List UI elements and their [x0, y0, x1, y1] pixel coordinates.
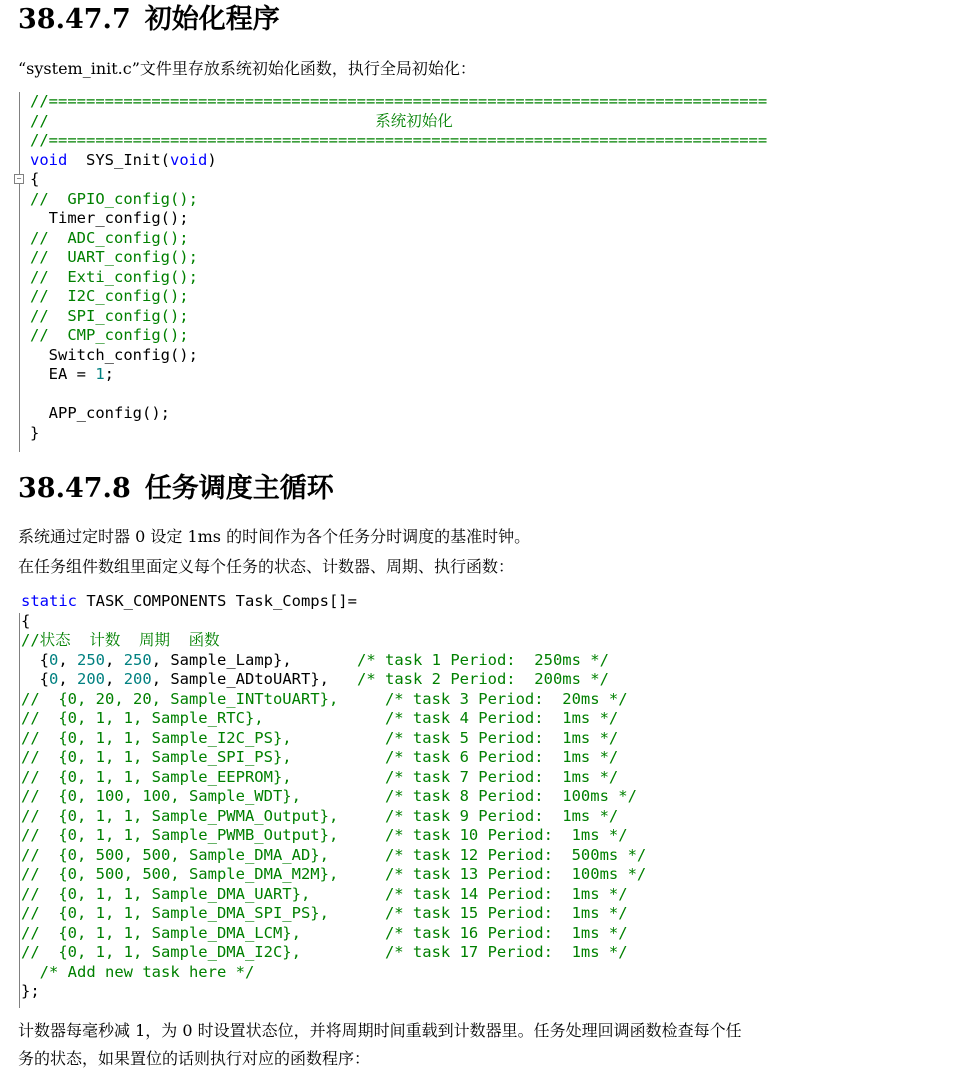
- code-line: [21, 768, 646, 788]
- fold-toggle-icon[interactable]: −: [14, 174, 24, 184]
- code-line: [21, 729, 646, 749]
- code-token: void: [169, 150, 208, 169]
- code-token: // {0, 20, 20, Sample_INTtoUART}, /* task 3 Period: 20ms */: [21, 689, 628, 708]
- code-token: }: [30, 423, 40, 442]
- code-line: [30, 268, 767, 288]
- section-heading-scheduler: [18, 473, 334, 505]
- code-token: // Exti_config();: [30, 267, 198, 286]
- code-token: ,: [58, 650, 78, 669]
- section-title: 任务调度主循环: [144, 473, 334, 504]
- section-number: 38.47.8: [18, 473, 131, 504]
- code-line: [21, 748, 646, 768]
- code-line: [21, 865, 646, 885]
- code-line: [30, 229, 767, 249]
- code-token: // UART_config();: [30, 248, 198, 266]
- code-line: [21, 904, 646, 924]
- code-token: //状态 计数 周期 函数: [21, 631, 220, 649]
- code-line: [21, 787, 646, 807]
- code-token: // {0, 1, 1, Sample_DMA_UART}, /* task 14 Period: 1ms */: [21, 884, 628, 903]
- section-number: 38.47.7: [18, 4, 131, 35]
- code-line: [30, 307, 767, 327]
- code-line: [21, 924, 646, 944]
- code-token: {: [21, 611, 31, 630]
- section-heading-init: [18, 4, 280, 36]
- code-fold-gutter: [19, 613, 20, 1008]
- code-token: // {0, 100, 100, Sample_WDT}, /* task 8 Period: 100ms */: [21, 787, 637, 805]
- code-line: [30, 287, 767, 307]
- code-token: // {0, 1, 1, Sample_EEPROM}, /* task 7 Period: 1ms */: [21, 767, 619, 786]
- code-token: 1: [95, 365, 105, 383]
- code-token: {: [21, 670, 49, 688]
- code-token: ): [207, 150, 217, 169]
- code-line: [21, 670, 646, 690]
- code-token: // ADC_config();: [30, 228, 189, 247]
- code-token: // {0, 1, 1, Sample_PWMA_Output}, /* task 9 Period: 1ms */: [21, 806, 619, 825]
- code-line: [30, 170, 767, 190]
- code-line: [30, 385, 767, 405]
- code-token: 250: [123, 650, 152, 669]
- code-fold-gutter: [19, 92, 20, 452]
- code-line: [21, 826, 646, 846]
- code-token: // {0, 1, 1, Sample_DMA_I2C}, /* task 17 Period: 1ms */: [21, 943, 628, 961]
- section-description: “system_init.c”文件里存放系统初始化函数，执行全局初始化：: [18, 59, 476, 78]
- code-token: // {0, 1, 1, Sample_PWMB_Output}, /* task 10 Period: 1ms */: [21, 826, 628, 844]
- code-token: /* task 2 Period: 200ms */: [357, 670, 609, 688]
- paragraph-callback: 务的状态，如果置位的话则执行对应的函数程序：: [18, 1049, 371, 1068]
- code-token: 200: [77, 670, 106, 688]
- code-token: /* task 1 Period: 250ms */: [357, 650, 609, 669]
- code-token: 0: [49, 650, 59, 669]
- code-line: [21, 631, 646, 651]
- code-token: {: [21, 650, 49, 669]
- code-token: /* Add new task here */: [39, 962, 255, 981]
- code-token: // 系统初始化: [30, 111, 453, 130]
- code-token: //=============================================================================: [30, 131, 768, 149]
- code-token: // {0, 1, 1, Sample_SPI_PS}, /* task 6 Period: 1ms */: [21, 748, 619, 766]
- code-line: [21, 651, 646, 671]
- paragraph-task-array: 在任务组件数组里面定义每个任务的状态、计数器、周期、执行函数：: [18, 557, 515, 576]
- code-line: [21, 846, 646, 866]
- code-token: [21, 963, 40, 981]
- code-token: 200: [123, 670, 152, 688]
- code-token: Timer_config();: [30, 209, 189, 227]
- code-token: static: [21, 592, 77, 610]
- code-line: [30, 131, 767, 151]
- code-line: [21, 943, 646, 963]
- code-line: [21, 807, 646, 827]
- code-line: [21, 963, 646, 983]
- code-line: [30, 365, 767, 385]
- code-line: [30, 248, 767, 268]
- code-token: 250: [77, 650, 106, 669]
- code-token: ;: [104, 365, 115, 383]
- code-token: Switch_config();: [30, 345, 198, 364]
- code-token: // {0, 1, 1, Sample_RTC}, /* task 4 Period: 1ms */: [21, 709, 619, 727]
- code-token: // I2C_config();: [30, 287, 189, 305]
- code-token: // {0, 1, 1, Sample_DMA_SPI_PS}, /* task 15 Period: 1ms */: [21, 904, 628, 922]
- code-line: [30, 209, 767, 229]
- code-token: // {0, 1, 1, Sample_I2C_PS}, /* task 5 Period: 1ms */: [21, 728, 619, 747]
- section-title: 初始化程序: [144, 4, 280, 35]
- code-token: // {0, 1, 1, Sample_DMA_LCM}, /* task 16 Period: 1ms */: [21, 923, 628, 942]
- code-block-task-comps: [21, 592, 646, 1002]
- code-line: [21, 982, 646, 1002]
- code-token: //=============================================================================: [30, 92, 768, 110]
- code-token: EA =: [30, 365, 96, 383]
- code-token: {: [30, 170, 40, 188]
- code-token: , Sample_Lamp},: [151, 650, 357, 669]
- code-token: ,: [105, 650, 124, 669]
- code-line: [30, 190, 767, 210]
- code-line: [21, 885, 646, 905]
- code-line: [21, 709, 646, 729]
- code-block-sys-init: [30, 92, 767, 443]
- code-line: [30, 346, 767, 366]
- code-token: , Sample_ADtoUART},: [151, 670, 357, 688]
- code-line: [30, 112, 767, 132]
- code-token: ,: [105, 670, 124, 688]
- code-token: 0: [49, 670, 59, 688]
- code-line: [30, 326, 767, 346]
- code-token: // {0, 500, 500, Sample_DMA_M2M}, /* task 13 Period: 100ms */: [21, 865, 647, 883]
- code-token: // {0, 500, 500, Sample_DMA_AD}, /* task 12 Period: 500ms */: [21, 845, 647, 864]
- code-token: // CMP_config();: [30, 326, 189, 344]
- code-token: };: [21, 982, 40, 1000]
- code-token: void: [30, 150, 68, 169]
- code-line: [30, 92, 767, 112]
- code-line: [30, 151, 767, 171]
- code-line: [30, 404, 767, 424]
- code-token: APP_config();: [30, 404, 170, 422]
- code-token: SYS_Init(: [67, 150, 170, 169]
- code-token: TASK_COMPONENTS Task_Comps[]=: [77, 592, 357, 610]
- code-token: // SPI_config();: [30, 306, 189, 325]
- code-line: [21, 592, 646, 612]
- code-line: [30, 424, 767, 444]
- paragraph-counter: 计数器每毫秒减 1，为 0 时设置状态位，并将周期时间重载到计数器里。任务处理回调函数检查每个任: [18, 1021, 742, 1040]
- paragraph-timer: 系统通过定时器 0 设定 1ms 的时间作为各个任务分时调度的基准时钟。: [18, 527, 531, 546]
- code-line: [21, 690, 646, 710]
- code-token: // GPIO_config();: [30, 189, 198, 208]
- code-line: [21, 612, 646, 632]
- code-token: ,: [58, 670, 78, 688]
